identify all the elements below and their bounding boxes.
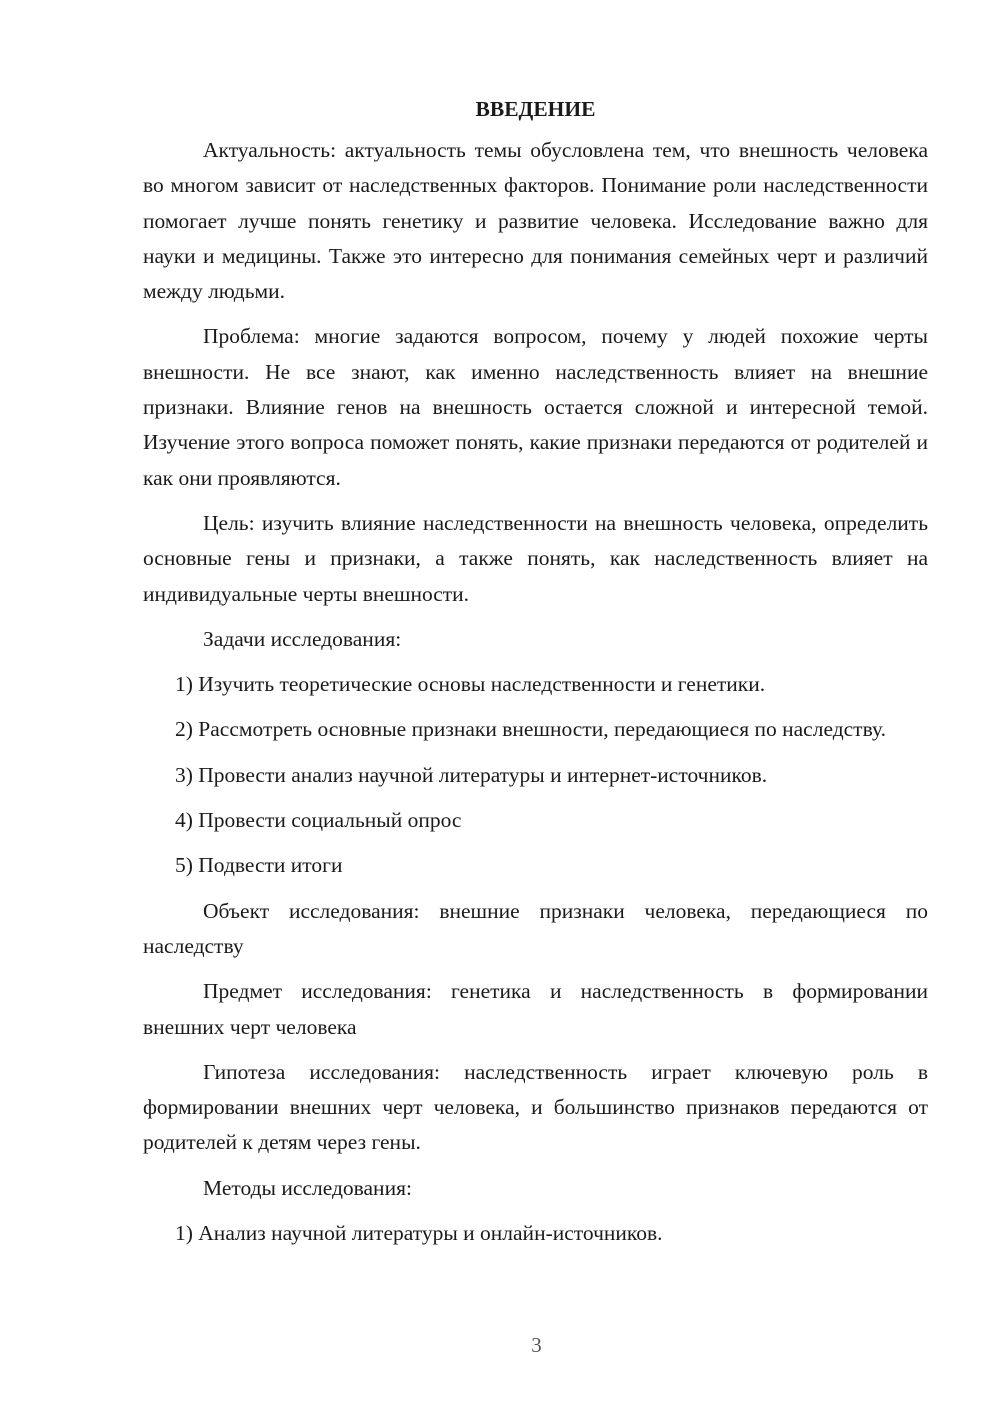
section-title: ВВЕДЕНИЕ xyxy=(475,97,596,121)
problem-paragraph: Проблема: многие задаются вопросом, почему у людей похожие черты внешности. Не все знают, как именно наследственность влияет на внешние признаки. Влияние генов на внешность остается сложной и интересной темой. Изучение этого вопроса поможет понять, какие признаки передаются от родителей и как они проявляются. xyxy=(143,324,928,490)
object-paragraph: Объект исследования: внешние признаки человека, передающиеся по наследству xyxy=(143,898,928,958)
relevance-paragraph: Актуальность: актуальность темы обусловлена тем, что внешность человека во многом зависит от наследственных факторов. Понимание роли наследственности помогает лучше понять генетику и развитие человека. Исследование важно для науки и медицины. Также это интересно для понимания семейных черт и различий между людьми. xyxy=(143,138,928,304)
subject-paragraph: Предмет исследования: генетика и наследственность в формировании внешних черт человека xyxy=(143,979,928,1039)
tasks-heading: Задачи исследования: xyxy=(203,626,402,651)
method-item: 1) Анализ научной литературы и онлайн-источников. xyxy=(175,1221,663,1246)
document-page xyxy=(143,92,928,1261)
page-number: 3 xyxy=(531,1333,542,1357)
task-item: 3) Провести анализ научной литературы и интернет-источников. xyxy=(175,762,768,787)
task-item: 4) Провести социальный опрос xyxy=(175,808,462,833)
task-item: 1) Изучить теоретические основы наследственности и генетики. xyxy=(175,672,766,697)
hypothesis-paragraph: Гипотеза исследования: наследственность играет ключевую роль в формировании внешних черт человека, и большинство признаков передаются от родителей к детям через гены. xyxy=(143,1059,928,1155)
task-item: 2) Рассмотреть основные признаки внешности, передающиеся по наследству. xyxy=(175,717,886,742)
methods-heading: Методы исследования: xyxy=(203,1175,412,1200)
task-item: 5) Подвести итоги xyxy=(175,853,343,878)
goal-paragraph: Цель: изучить влияние наследственности на внешность человека, определить основные гены и признаки, а также понять, как наследственность влияет на индивидуальные черты внешности. xyxy=(143,510,928,606)
